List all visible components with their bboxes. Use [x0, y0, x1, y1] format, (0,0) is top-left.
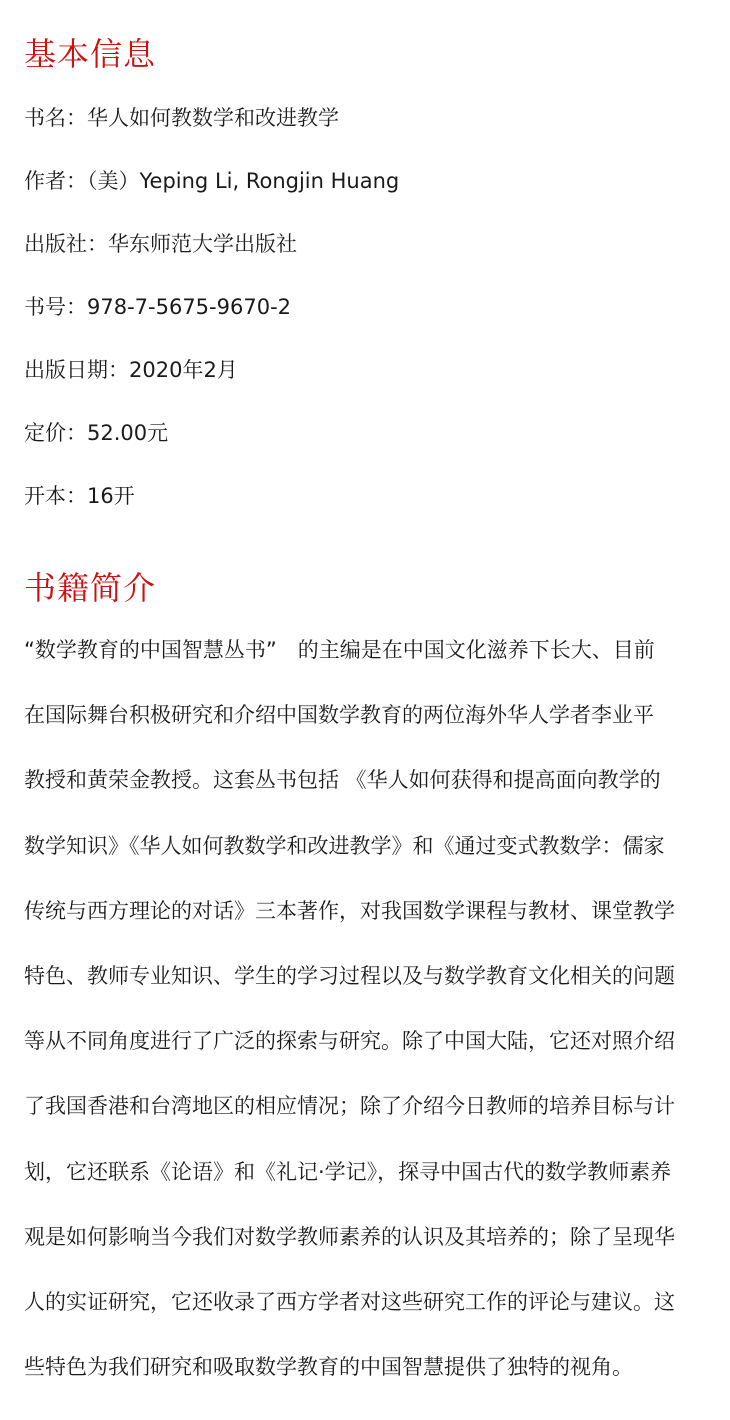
book-intro-paragraph	[24, 628, 714, 1410]
info-value: 华人如何教数学和改进教学	[87, 106, 339, 130]
intro-line: “数学教育的中国智慧丛书” 的主编是在中国文化滋养下长大、目前	[24, 638, 655, 662]
info-label: 出版社：	[24, 232, 108, 256]
info-label: 作者：	[24, 169, 87, 193]
book-intro-heading: 书籍简介	[24, 569, 157, 607]
info-value: 华东师范大学出版社	[108, 232, 297, 256]
info-label: 书号：	[24, 295, 87, 319]
info-value: （美）Yeping Li, Rongjin Huang	[87, 169, 400, 193]
basic-info-list	[24, 100, 399, 541]
intro-line: 特色、教师专业知识、学生的学习过程以及与数学教育文化相关的问题	[24, 963, 675, 988]
info-label: 出版日期：	[24, 358, 129, 382]
info-row-author	[24, 163, 399, 226]
intro-line: 观是如何影响当今我们对数学教师素养的认识及其培养的；除了呈现华	[24, 1224, 675, 1249]
info-label: 书名：	[24, 106, 87, 130]
intro-line: 些特色为我们研究和吸取数学教育的中国智慧提供了独特的视角。	[24, 1355, 633, 1380]
intro-line: 教授和黄荣金教授。这套丛书包括 《华人如何获得和提高面向教学的	[24, 768, 661, 793]
info-label: 定价：	[24, 421, 87, 445]
info-row-publisher	[24, 226, 399, 289]
info-row-book-title	[24, 100, 399, 163]
info-value: 2020年2月	[129, 358, 238, 382]
info-row-format	[24, 478, 399, 541]
intro-line: 在国际舞台积极研究和介绍中国数学教育的两位海外华人学者李业平	[24, 703, 654, 728]
info-row-price	[24, 415, 399, 478]
info-row-isbn	[24, 289, 399, 352]
intro-line: 划，它还联系《论语》和《礼记·学记》，探寻中国古代的数学教师素养	[24, 1159, 672, 1184]
intro-line: 数学知识》《华人如何教数学和改进教学》和《通过变式教数学：儒家	[24, 833, 665, 858]
intro-line: 人的实证研究，它还收录了西方学者对这些研究工作的评论与建议。这	[24, 1289, 675, 1314]
intro-line: 了我国香港和台湾地区的相应情况；除了介绍今日教师的培养目标与计	[24, 1094, 675, 1119]
info-value: 978-7-5675-9670-2	[87, 295, 292, 319]
info-value: 52.00元	[87, 421, 169, 445]
info-value: 16开	[87, 484, 135, 508]
info-row-publish-date	[24, 352, 399, 415]
intro-line: 等从不同角度进行了广泛的探索与研究。除了中国大陆，它还对照介绍	[24, 1029, 675, 1054]
info-label: 开本：	[24, 484, 87, 508]
basic-info-heading: 基本信息	[24, 35, 157, 73]
intro-line: 传统与西方理论的对话》三本著作，对我国数学课程与教材、课堂教学	[24, 898, 675, 923]
